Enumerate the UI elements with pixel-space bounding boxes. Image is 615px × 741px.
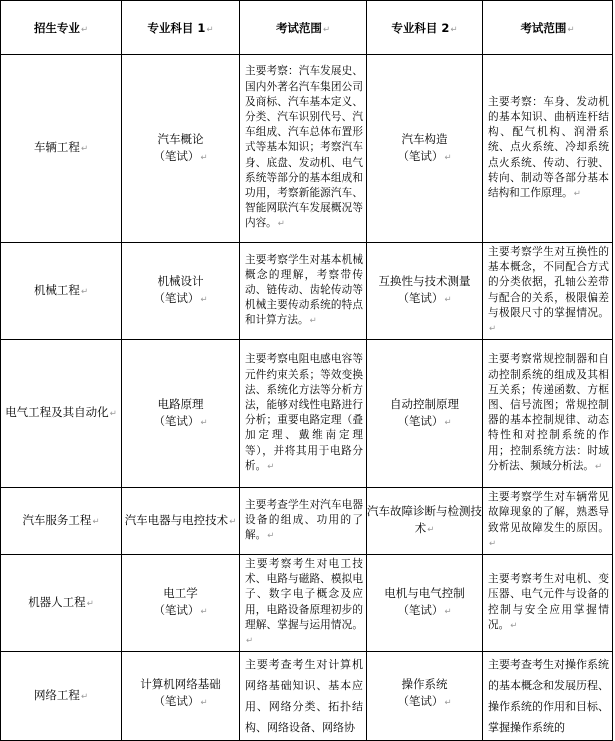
header-row — [1, 1, 613, 55]
paragraph-mark-icon: ↵ — [80, 24, 89, 35]
subject1-cell: 电工学 （笔试）↵ — [122, 555, 240, 652]
paragraph-mark-icon: ↵ — [594, 461, 603, 472]
range2-cell: 主要考查考生对操作系统的基本概念和发展历程、操作系统的作用和目标、掌握操作系统的 — [483, 652, 613, 741]
paragraph-mark-icon: ↵ — [200, 607, 208, 618]
range1-cell: 主要考察考生对电工技术、电路与磁路、模拟电子、数字电子概念及应用，电路设备原理初步的理解、掌握与运用情况。↵ — [240, 555, 367, 652]
major-cell: 网络工程↵ — [1, 652, 122, 741]
paragraph-mark-icon: ↵ — [200, 152, 208, 163]
paragraph-mark-icon: ↵ — [200, 417, 208, 428]
range1-cell: 主要考查学生对汽车电器设备的组成、功用的了解。↵ — [240, 488, 367, 555]
paragraph-mark-icon: ↵ — [444, 295, 452, 306]
table-row — [1, 243, 613, 340]
major-cell: 电气工程及其自动化↵ — [1, 340, 122, 488]
range2-cell: 主要考察常规控制器和自动控制系统的组成及其相互关系；传递函数、方框图、信号流图；常规控制器的基本控制规律、动态特性和对控制系统的作用；控制系统方法：时域分析法、频域分析法。↵ — [483, 340, 613, 488]
paragraph-mark-icon: ↵ — [277, 219, 285, 230]
table-row — [1, 340, 613, 488]
subject2-cell: 电机与电气控制 （笔试）↵ — [367, 555, 483, 652]
subject2-cell: 操作系统 （笔试）↵ — [367, 652, 483, 741]
range1-cell: 主要考察电阻电感电容等元件约束关系；等效变换法、系统化方法等分析方法，能够对线性电路进行分析；重要电路定理（叠加定理、戴维南定理等），并将其用于电路分析。↵ — [240, 340, 367, 488]
table-row — [1, 555, 613, 652]
subject2-cell: 自动控制原理 （笔试）↵ — [367, 340, 483, 488]
header-subject1: 专业科目 1↵ — [122, 1, 240, 55]
header-range1: 考试范围↵ — [240, 1, 367, 55]
subject2-cell: 汽车构造 （笔试）↵ — [367, 55, 483, 243]
paragraph-mark-icon: ↵ — [92, 516, 100, 527]
range1-cell: 主要考察学生对基本机械概念的理解，考察带传动、链传动、齿轮传动等机械主要传动系统的特点和计算方法。↵ — [240, 243, 367, 340]
range2-cell: 主要考察学生对互换性的基本概念，不同配合方式的分类依据，孔轴公差带与配合的关系，极限偏差与极限尺寸的掌握情况。↵ — [483, 243, 613, 340]
paragraph-mark-icon: ↵ — [80, 691, 89, 702]
paragraph-mark-icon: ↵ — [246, 636, 254, 647]
table-row — [1, 488, 613, 555]
paragraph-mark-icon: ↵ — [267, 531, 275, 542]
paragraph-mark-icon: ↵ — [444, 698, 452, 709]
range1-cell: 主要考察：汽车发展史、国内外著名汽车集团公司及商标、汽车基本定义、分类、汽车识别代号、汽车组成、汽车总体布置形式等基本知识；考察汽车身、底盘、发动机、电气系统等部分的基本组成和功用，考察新能源汽车、智能网联汽车发展概况等内容。↵ — [240, 55, 367, 243]
subject1-cell: 电路原理 （笔试）↵ — [122, 340, 240, 488]
table-row — [1, 55, 613, 243]
header-subject2: 专业科目 2↵ — [367, 1, 483, 55]
paragraph-mark-icon: ↵ — [510, 620, 518, 631]
subject1-cell: 计算机网络基础 （笔试）↵ — [122, 652, 240, 741]
paragraph-mark-icon: ↵ — [450, 24, 458, 35]
paragraph-mark-icon: ↵ — [309, 316, 317, 327]
paragraph-mark-icon: ↵ — [200, 295, 208, 306]
subject2-cell: 互换性与技术测量 （笔试）↵ — [367, 243, 483, 340]
paragraph-mark-icon: ↵ — [86, 598, 94, 609]
paragraph-mark-icon: ↵ — [80, 144, 89, 154]
subject2-cell: 汽车故障诊断与检测技术↵ — [367, 488, 483, 555]
paragraph-mark-icon: ↵ — [200, 698, 208, 709]
paragraph-mark-icon: ↵ — [444, 417, 452, 428]
range2-cell: 主要考察：车身、发动机的基本知识、曲柄连杆结构、配气机构、润滑系统、点火系统、冷却系统点火系统、传动、行驶、转向、制动等各部分基本结构和工作原理。↵ — [483, 55, 613, 243]
header-range2: 考试范围↵ — [483, 1, 613, 55]
major-cell: 汽车服务工程↵ — [1, 488, 122, 555]
range1-cell: 主要考查考生对计算机网络基础知识、基本应用、网络分类、拓扑结构、网络设备、网络协 — [240, 652, 367, 741]
major-cell: 车辆工程↵ — [1, 55, 122, 243]
paragraph-mark-icon: ↵ — [567, 24, 575, 35]
paragraph-mark-icon: ↵ — [267, 461, 275, 472]
range2-cell: 主要考察考生对电机、变压器、电气元件与设备的控制与安全应用掌握情况。↵ — [483, 555, 613, 652]
paragraph-mark-icon: ↵ — [489, 324, 497, 335]
paragraph-mark-icon: ↵ — [80, 286, 89, 297]
header-major: 招生专业↵ — [1, 1, 122, 55]
paragraph-mark-icon: ↵ — [444, 152, 452, 163]
range2-cell: 主要考察学生对车辆常见故障现象的了解，熟悉导致常见故障发生的原因。↵ — [483, 488, 613, 555]
paragraph-mark-icon: ↵ — [444, 607, 452, 618]
paragraph-mark-icon: ↵ — [229, 516, 237, 527]
major-cell: 机械工程↵ — [1, 243, 122, 340]
paragraph-mark-icon: ↵ — [109, 409, 117, 420]
subject1-cell: 机械设计 （笔试）↵ — [122, 243, 240, 340]
subject1-cell: 汽车概论 （笔试）↵ — [122, 55, 240, 243]
paragraph-mark-icon: ↵ — [322, 24, 331, 35]
paragraph-mark-icon: ↵ — [206, 24, 214, 35]
paragraph-mark-icon: ↵ — [489, 538, 497, 549]
paragraph-mark-icon: ↵ — [427, 525, 435, 536]
major-cell: 机器人工程↵ — [1, 555, 122, 652]
paragraph-mark-icon: ↵ — [573, 189, 581, 199]
table-row — [1, 652, 613, 741]
subject1-cell: 汽车电器与电控技术↵ — [122, 488, 240, 555]
